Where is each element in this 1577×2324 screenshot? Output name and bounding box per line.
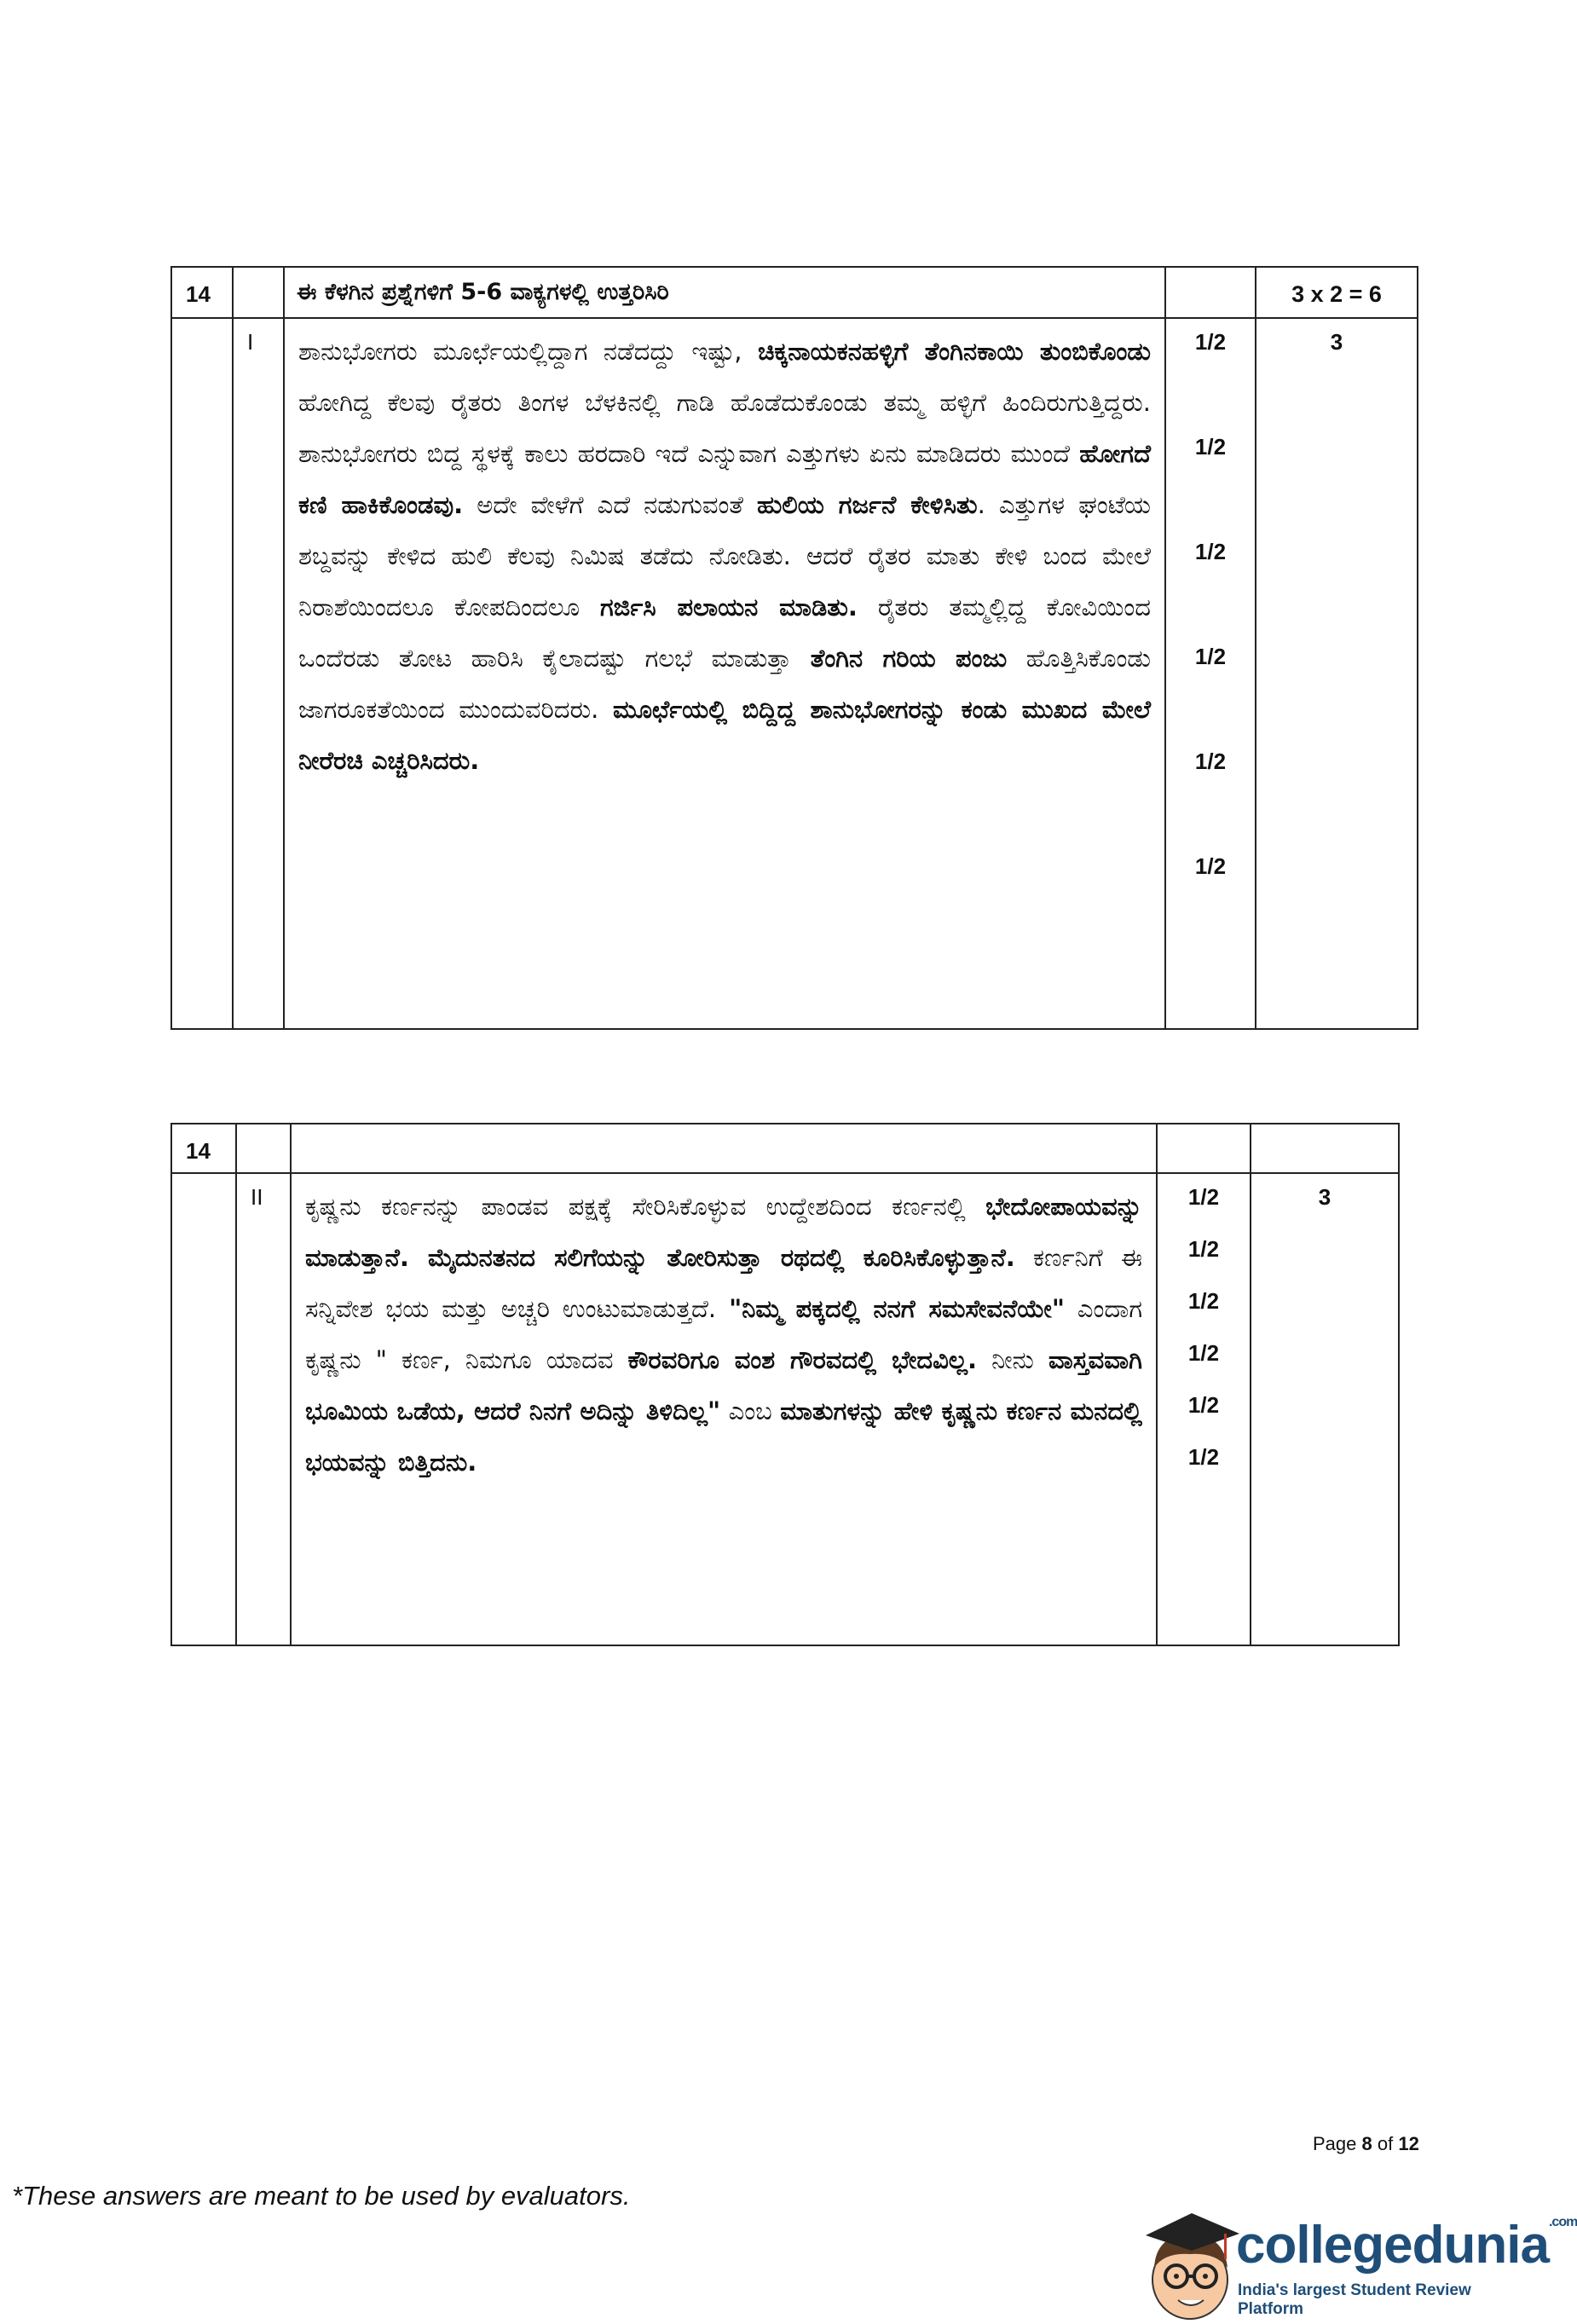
answer-text <box>284 318 1165 1029</box>
sub-total-marks: 3 <box>1256 318 1418 1029</box>
question-table-14-ii <box>170 1123 1400 1646</box>
page-of: of <box>1377 2133 1394 2154</box>
mark-entry: 1/2 <box>1187 1236 1220 1262</box>
brand-suffix: .com <box>1548 2215 1577 2229</box>
mark-entry: 1/2 <box>1187 1392 1220 1418</box>
instruction-cell <box>291 1124 1157 1173</box>
page-current: 8 <box>1361 2133 1372 2154</box>
answer-key-phrase: ಚಿಕ್ಕನಾಯಕನಹಳ್ಳಿಗೆ ತೆಂಗಿನಕಾಯಿ ತುಂಬಿಕೊಂಡು <box>757 337 1151 366</box>
question-table-14-i <box>170 266 1418 1030</box>
question-number: 14 <box>171 1124 236 1173</box>
answer-key-phrase: ಮೂರ್ಛೆಯಲ್ಲಿ ಬಿದ್ದಿದ್ದ ಶಾನುಭೋಗರನ್ನು ಕಂಡು ಮುಖದ ಮೇಲೆ ನೀರೆರಚಿ ಎಚ್ಚರಿಸಿದರು. <box>298 695 1151 775</box>
answer-key-phrase: ಗರ್ಜಿಸಿ ಪಲಾಯನ ಮಾಡಿತು. <box>600 593 858 621</box>
mark-entry: 1/2 <box>1194 853 1227 879</box>
answer-key-phrase: ಭೇದೋಪಾಯವನ್ನು ಮಾಡುತ್ತಾನೆ. ಮೈದುನತನದ ಸಲಿಗೆಯನ್ನು ತೋರಿಸುತ್ತಾ ರಥದಲ್ಲಿ ಕೂರಿಸಿಕೊಳ್ಳುತ್ತಾನೆ. <box>305 1192 1142 1272</box>
answer-segment: . ಎತ್ತುಗಳ ಘಂಟೆಯ ಶಬ್ದವನ್ನು ಕೇಳಿದ ಹುಲಿ ಕೆಲವು ನಿಮಿಷ ತಡೆದು ನೋಡಿತು. ಆದರೆ ರೈತರ ಮಾತು ಕೇಳಿ ಬಂದ ಮೇಲೆ ನಿರಾಶೆಯಿಂದಲೂ ಕೋಪದಿಂದಲೂ <box>298 490 1151 621</box>
total-header-cell <box>1251 1124 1399 1173</box>
question-number: 14 <box>171 267 233 318</box>
mark-entry: 1/2 <box>1187 1340 1220 1366</box>
answer-key-phrase: ಕೌರವರಿಗೂ ವಂಶ ಗೌರವದಲ್ಲಿ ಭೇದವಿಲ್ಲ. <box>627 1345 978 1374</box>
answer-segment: ಅದೇ ವೇಳೆಗೆ ಎದೆ ನಡುಗುವಂತೆ <box>463 490 757 519</box>
marks-header-cell <box>1165 267 1256 318</box>
sub-number-cell <box>236 1124 291 1173</box>
marks-column <box>1165 318 1256 1029</box>
answer-segment: ಎಂಬ <box>720 1396 781 1425</box>
mark-entry: 1/2 <box>1194 644 1227 669</box>
sub-question-number: I <box>233 318 284 1029</box>
question-instruction: ಈ ಕೆಳಗಿನ ಪ್ರಶ್ನೆಗಳಿಗೆ 5-6 ವಾಕ್ಯಗಳಲ್ಲಿ ಉತ್ತರಿಸಿರಿ <box>284 267 1165 318</box>
sub-total-marks: 3 <box>1251 1173 1399 1645</box>
marks-column <box>1157 1173 1251 1645</box>
sub-number-cell <box>233 267 284 318</box>
answer-key-phrase: ಹೋಗದೆ ಕಣಿ ಹಾಕಿಕೊಂಡವು. <box>298 439 1151 519</box>
brand-name <box>1236 2215 1577 2275</box>
page-total: 12 <box>1398 2133 1419 2154</box>
mark-entry: 1/2 <box>1187 1444 1220 1470</box>
question-number-cell <box>171 1173 236 1645</box>
answer-segment: ಕರ್ಣನಿಗೆ ಈ ಸನ್ನಿವೇಶ ಭಯ ಮತ್ತು ಅಚ್ಚರಿ ಉಂಟುಮಾಡುತ್ತದೆ. <box>305 1243 1143 1323</box>
mark-entry: 1/2 <box>1187 1288 1220 1314</box>
answer-key-phrase: ತೆಂಗಿನ ಗರಿಯ ಪಂಜು <box>810 644 1008 673</box>
answer-segment: ಹೊತ್ತಿಸಿಕೊಂಡು ಜಾಗರೂಕತೆಯಿಂದ ಮುಂದುವರಿದರು. <box>298 644 1152 724</box>
answer-key-phrase: "ನಿಮ್ಮ ಪಕ್ಕದಲ್ಲಿ ನನಗೆ ಸಮಸೇವನೆಯೇ" <box>729 1294 1065 1323</box>
answer-key-phrase: ಹುಲಿಯ ಗರ್ಜನೆ ಕೇಳಿಸಿತು <box>756 490 978 519</box>
brand-text: collegedunia <box>1236 2216 1549 2275</box>
answer-key-phrase: ಮಾತುಗಳನ್ನು ಹೇಳಿ ಕೃಷ್ಣನು ಕರ್ಣನ ಮನದಲ್ಲಿ ಭಯವನ್ನು ಬಿತ್ತಿದನು. <box>305 1396 1142 1477</box>
answer-segment: ಶಾನುಭೋಗರು ಮೂರ್ಛೆಯಲ್ಲಿದ್ದಾಗ ನಡೆದದ್ದು ಇಷ್ಟು, <box>298 337 758 366</box>
total-marks-header: 3 x 2 = 6 <box>1256 267 1418 318</box>
answer-segment: ರೈತರು ತಮ್ಮಲ್ಲಿದ್ದ ಕೋವಿಯಿಂದ ಒಂದೆರಡು ತೋಟ ಹಾರಿಸಿ ಕೈಲಾದಷ್ಟು ಗಲಭೆ ಮಾಡುತ್ತಾ <box>298 593 1151 673</box>
page-number <box>1313 2133 1419 2155</box>
mark-entry: 1/2 <box>1194 329 1227 355</box>
mark-entry: 1/2 <box>1187 1184 1220 1210</box>
page-label: Page <box>1313 2133 1357 2154</box>
question-number-cell <box>171 318 233 1029</box>
mark-entry: 1/2 <box>1194 434 1227 460</box>
marks-header-cell <box>1157 1124 1251 1173</box>
brand-tagline: India's largest Student Review Platform <box>1238 2281 1471 2318</box>
evaluator-disclaimer: *These answers are meant to be used by evaluators. <box>12 2181 631 2211</box>
answer-segment: ಎಂದಾಗ ಕೃಷ್ಣನು " ಕರ್ಣ, ನಿಮಗೂ ಯಾದವ <box>305 1294 1143 1374</box>
mark-entry: 1/2 <box>1194 749 1227 774</box>
sub-question-number: II <box>236 1173 291 1645</box>
answer-segment: ಹೋಗಿದ್ದ ಕೆಲವು ರೈತರು ತಿಂಗಳ ಬೆಳಕಿನಲ್ಲಿ ಗಾಡಿ ಹೊಡೆದುಕೊಂಡು ತಮ್ಮ ಹಳ್ಳಿಗೆ ಹಿಂದಿರುಗುತ್ತಿದ್ದರು. ಶಾನುಭೋಗರು ಬಿದ್ದ ಸ್ಥಳಕ್ಕೆ ಕಾಲು ಹರದಾರಿ ಇದೆ ಎನ್ನುವಾಗ ಎತ್ತುಗಳು ಏನು ಮಾಡಿದರು ಮುಂದೆ <box>298 388 1151 468</box>
answer-segment: ಕೃಷ್ಣನು ಕರ್ಣನನ್ನು ಪಾಂಡವ ಪಕ್ಷಕ್ಕೆ ಸೇರಿಸಿಕೊಳ್ಳುವ ಉದ್ದೇಶದಿಂದ ಕರ್ಣನಲ್ಲಿ <box>305 1192 986 1221</box>
answer-text <box>291 1173 1157 1645</box>
answer-segment: ನೀನು <box>977 1345 1048 1374</box>
answer-key-phrase: ವಾಸ್ತವವಾಗಿ ಭೂಮಿಯ ಒಡೆಯ, ಆದರೆ ನಿನಗೆ ಅದಿನ್ನು ತಿಳಿದಿಲ್ಲ" <box>305 1345 1142 1425</box>
mark-entry: 1/2 <box>1194 539 1227 564</box>
